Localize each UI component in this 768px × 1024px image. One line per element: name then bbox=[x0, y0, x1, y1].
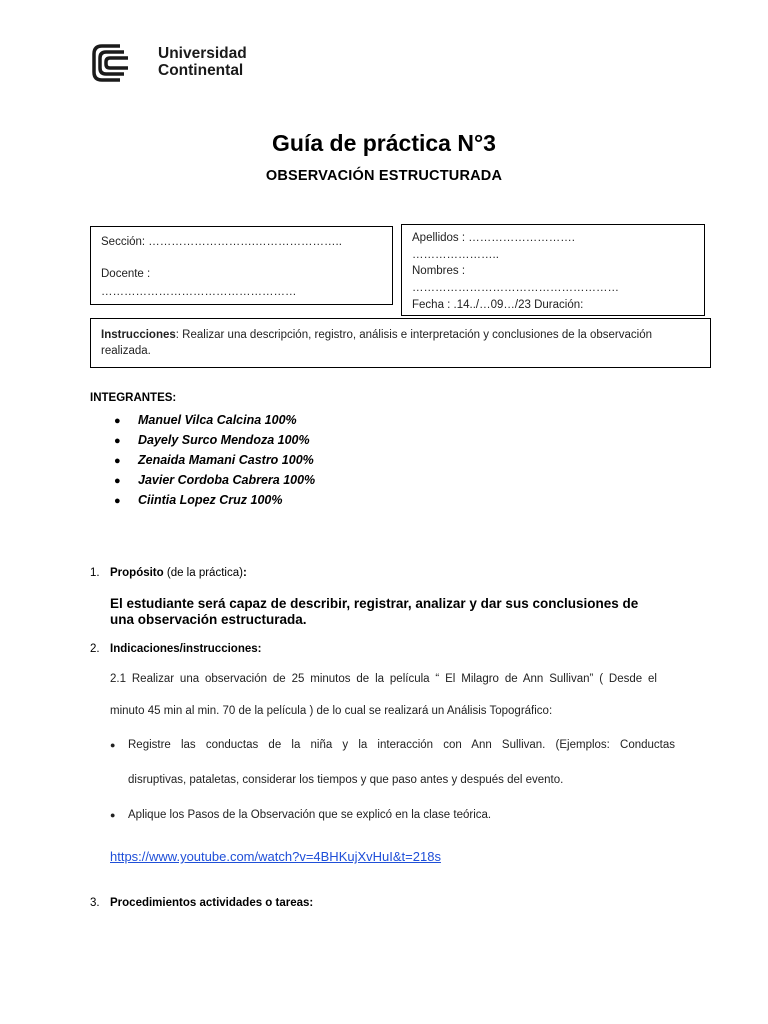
docente-field: Docente : bbox=[101, 268, 151, 280]
bullet-icon: ● bbox=[110, 810, 116, 820]
instructions-text: : Realizar una descripción, registro, análisis e interpretación y conclusiones de la observación realizada. bbox=[101, 329, 653, 357]
youtube-link[interactable]: https://www.youtube.com/watch?v=4BHKujXvHuI&t=218s bbox=[110, 849, 441, 864]
integrantes-heading: INTEGRANTES: bbox=[90, 392, 177, 404]
instructions-box bbox=[90, 318, 711, 368]
paragraph-2-1-line-2: minuto 45 min al min. 70 de la película ) de lo cual se realizará un Análisis Topográfico: bbox=[110, 705, 553, 717]
list-item bbox=[114, 410, 315, 430]
list-item bbox=[114, 450, 315, 470]
section-1-colon: : bbox=[242, 567, 247, 579]
bullet-icon: ● bbox=[114, 475, 121, 487]
bullet-2: Aplique los Pasos de la Observación que se explicó en la clase teórica. bbox=[128, 809, 492, 821]
page-subtitle: OBSERVACIÓN ESTRUCTURADA bbox=[265, 168, 503, 184]
members-list bbox=[114, 410, 315, 510]
student-info-box bbox=[401, 224, 705, 316]
university-logo-icon bbox=[90, 42, 150, 84]
nombres-field: Nombres : bbox=[412, 265, 466, 277]
nombres-dots: ……………………………………………… bbox=[412, 282, 619, 294]
section-teacher-box bbox=[90, 226, 393, 305]
paragraph-2-1-line-1: 2.1 Realizar una observación de 25 minutos de la película “ El Milagro de Ann Sullivan” ( Desde el bbox=[110, 673, 657, 685]
logo-line-1: Universidad bbox=[158, 45, 247, 62]
section-1-paren: (de la práctica) bbox=[163, 567, 243, 579]
instructions-label: Instrucciones bbox=[101, 329, 176, 341]
page-title: Guía de práctica N°3 bbox=[272, 130, 496, 156]
member-name: Javier Cordoba Cabrera 100% bbox=[138, 473, 316, 487]
seccion-field: Sección: ……………………….………………….. bbox=[101, 236, 342, 248]
bullet-1-line-2: disruptivas, pataletas, considerar los tiempos y que paso antes y después del evento. bbox=[128, 774, 564, 786]
member-name: Zenaida Mamani Castro 100% bbox=[138, 453, 314, 467]
section-2-heading: Indicaciones/instrucciones: bbox=[110, 643, 262, 655]
bullet-icon: ● bbox=[110, 740, 116, 750]
member-name: Ciintia Lopez Cruz 100% bbox=[138, 493, 283, 507]
member-name: Dayely Surco Mendoza 100% bbox=[138, 433, 310, 447]
section-1-heading bbox=[110, 567, 247, 579]
bullet-icon: ● bbox=[114, 435, 121, 447]
bullet-icon: ● bbox=[114, 495, 121, 507]
apellidos-field: Apellidos : ………………………. bbox=[412, 232, 575, 244]
university-name bbox=[158, 45, 247, 79]
docente-dots: …………………………………………… bbox=[101, 286, 297, 298]
section-2-number: 2. bbox=[90, 643, 100, 655]
member-name: Manuel Vilca Calcina 100% bbox=[138, 413, 297, 427]
fecha-field: Fecha : .14../…09…/23 Duración: bbox=[412, 299, 584, 311]
list-item bbox=[114, 430, 315, 450]
list-item bbox=[114, 470, 315, 490]
apellidos-dots: ………………….. bbox=[412, 249, 499, 261]
section-1-label: Propósito bbox=[110, 567, 164, 579]
section-3-number: 3. bbox=[90, 897, 100, 909]
logo-line-2: Continental bbox=[158, 62, 244, 79]
bullet-icon: ● bbox=[114, 455, 121, 467]
section-1-number: 1. bbox=[90, 567, 100, 579]
purpose-text bbox=[110, 596, 710, 628]
purpose-line-2: una observación estructurada. bbox=[110, 612, 307, 627]
purpose-line-1: El estudiante será capaz de describir, registrar, analizar y dar sus conclusiones de bbox=[110, 596, 639, 611]
section-3-heading: Procedimientos actividades o tareas: bbox=[110, 897, 314, 909]
bullet-1-line-1: Registre las conductas de la niña y la interacción con Ann Sullivan. (Ejemplos: Conductas bbox=[128, 739, 675, 751]
list-item bbox=[114, 490, 315, 510]
bullet-icon: ● bbox=[114, 415, 121, 427]
